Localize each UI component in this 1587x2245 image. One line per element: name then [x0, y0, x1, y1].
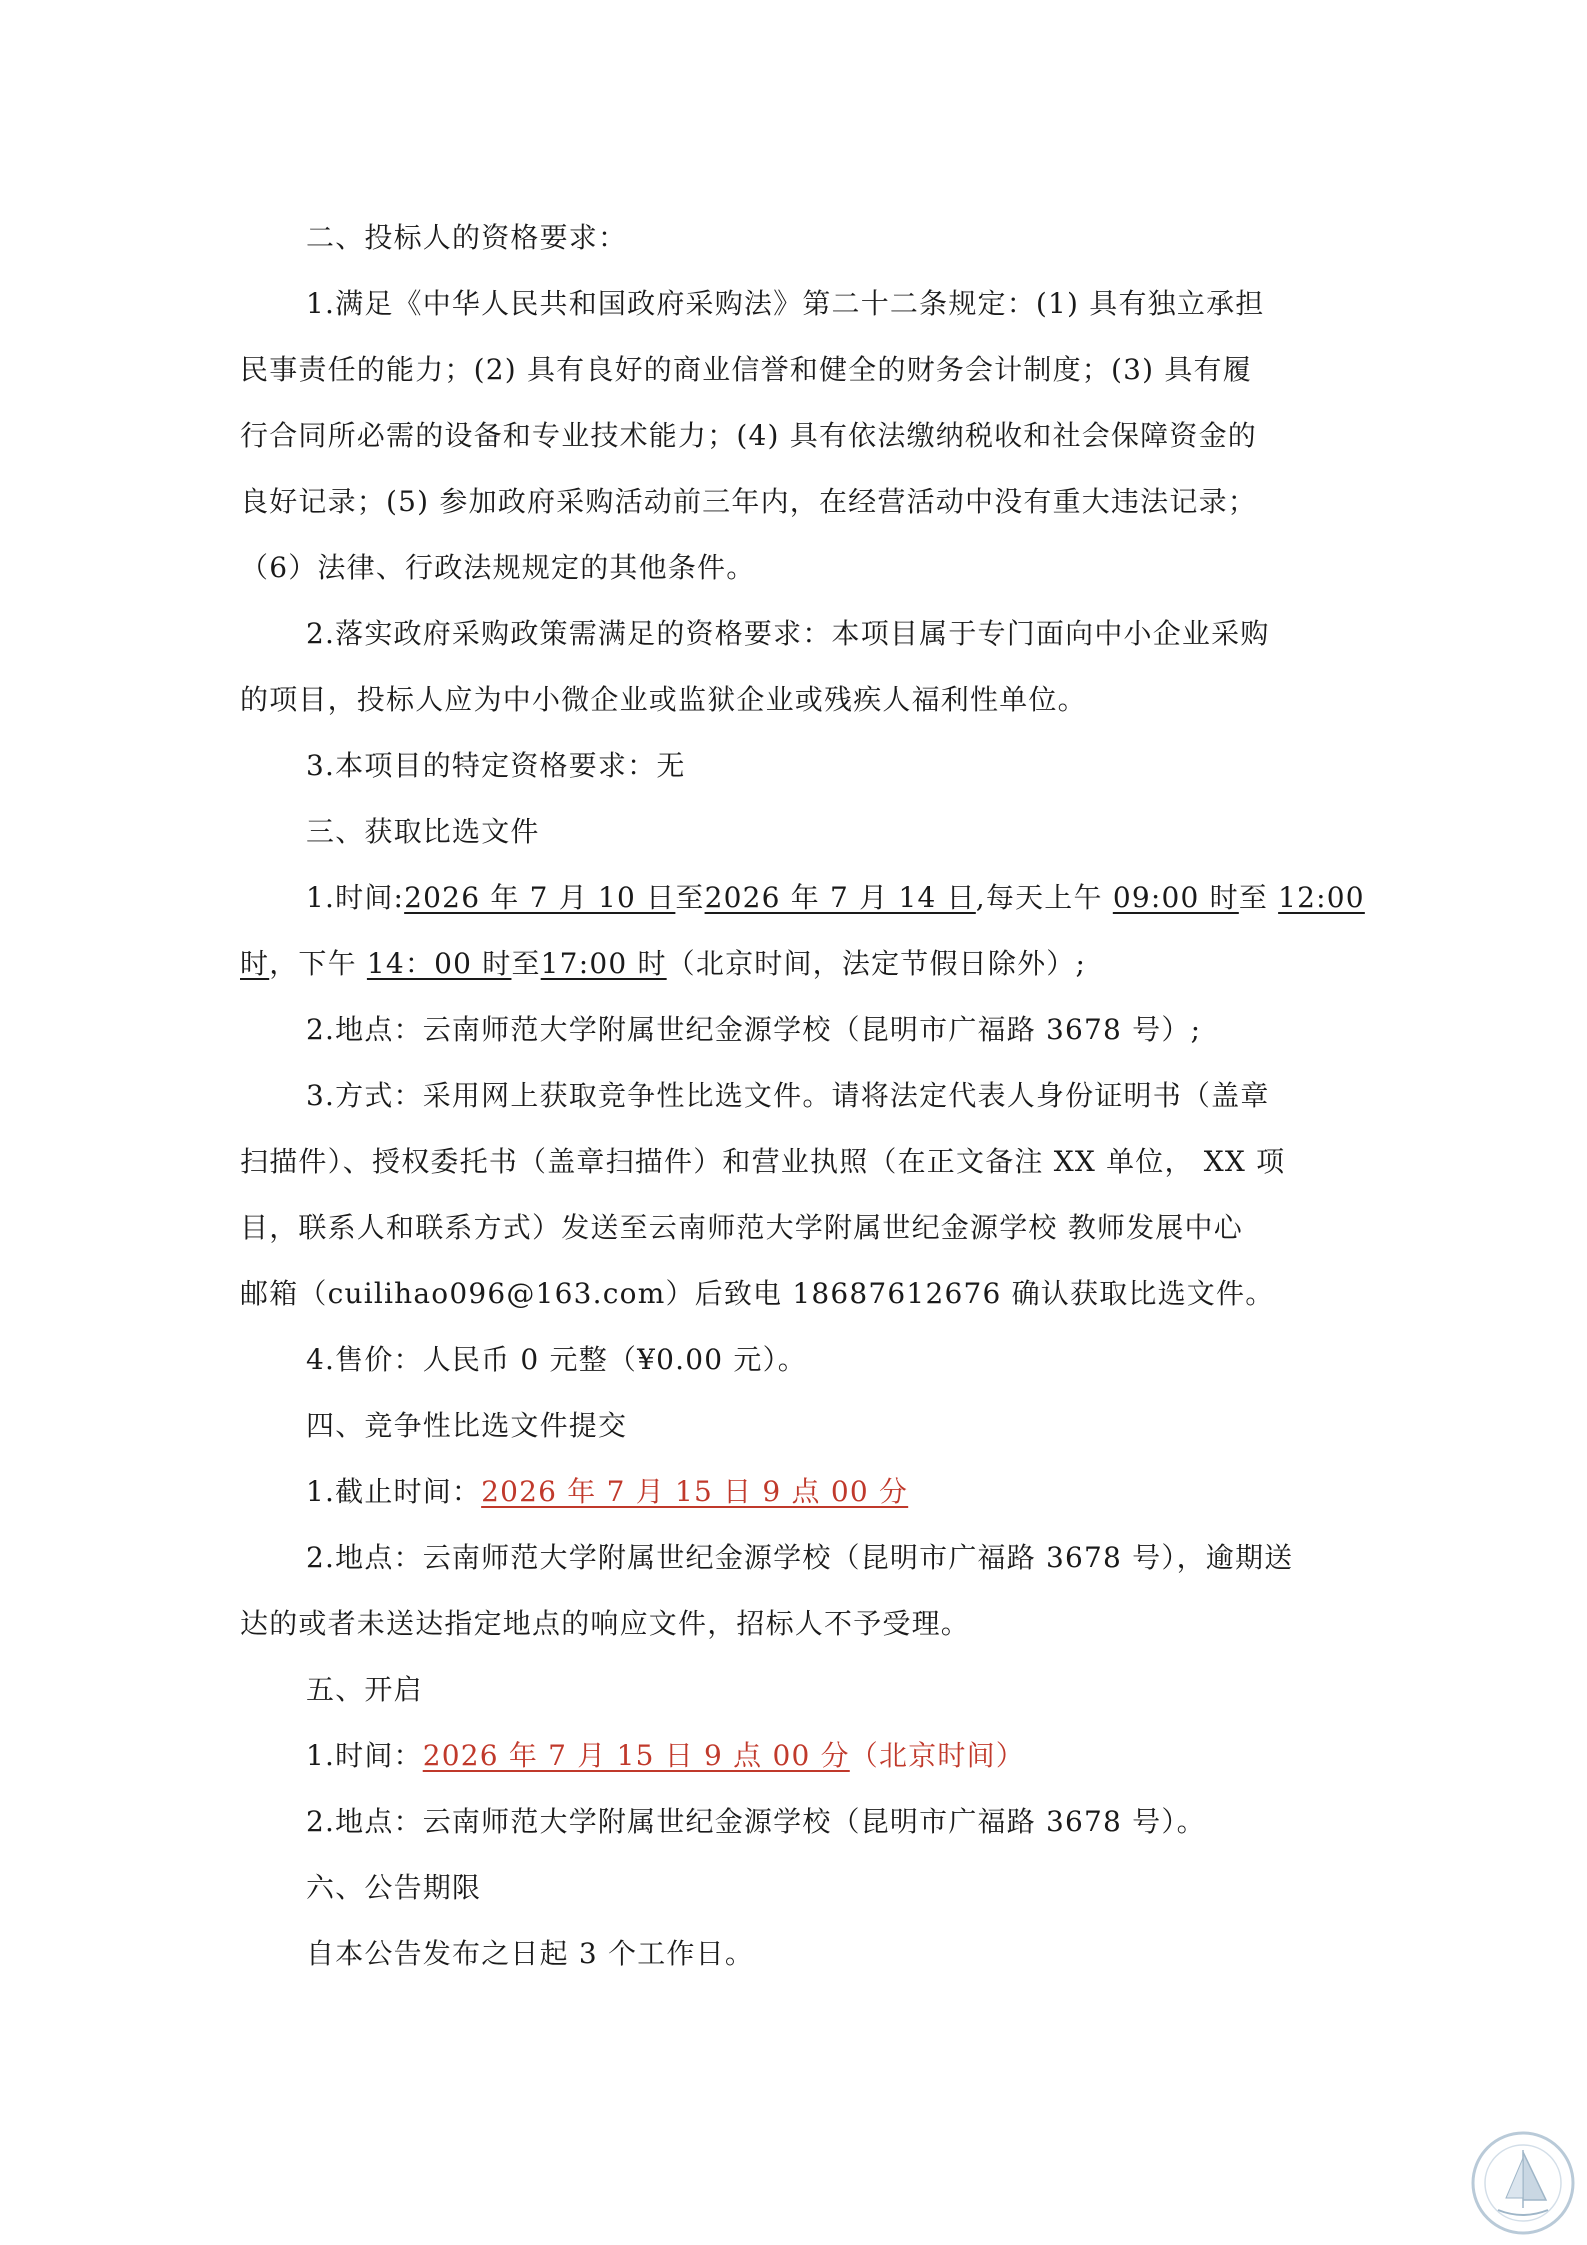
- paragraph-line: 行合同所必需的设备和专业技术能力；(4) 具有依法缴纳税收和社会保障资金的: [240, 419, 1257, 452]
- paragraph-line: 3.方式：采用网上获取竞争性比选文件。请将法定代表人身份证明书（盖章: [306, 1079, 1270, 1112]
- school-seal-icon: [1468, 2128, 1578, 2238]
- acquire-time-line-2: 时，下午 14：00 时至17:00 时（北京时间，法定节假日除外）;: [240, 947, 1087, 980]
- paragraph-line: 扫描件）、授权委托书（盖章扫描件）和营业执照（在正文备注 XX 单位， XX 项: [240, 1145, 1286, 1178]
- date-end: 2026 年 7 月 14 日: [704, 881, 976, 914]
- paragraph-line: 的项目，投标人应为中小微企业或监狱企业或残疾人福利性单位。: [240, 683, 1087, 716]
- section-heading: 五、开启: [306, 1673, 423, 1706]
- paragraph-line: 1.满足《中华人民共和国政府采购法》第二十二条规定：(1) 具有独立承担: [306, 287, 1265, 320]
- paragraph-line: 2.地点：云南师范大学附属世纪金源学校（昆明市广福路 3678 号），逾期送: [306, 1541, 1294, 1574]
- document-page: [240, 205, 1365, 1987]
- paragraph-line: 2.落实政府采购政策需满足的资格要求：本项目属于专门面向中小企业采购: [306, 617, 1270, 650]
- paragraph-line: 4.售价：人民币 0 元整（¥0.00 元）。: [306, 1343, 807, 1376]
- open-time-line: 1.时间：2026 年 7 月 15 日 9 点 00 分（北京时间）: [306, 1739, 1025, 1772]
- paragraph-line: 民事责任的能力；(2) 具有良好的商业信誉和健全的财务会计制度；(3) 具有履: [240, 353, 1252, 386]
- deadline-value: 2026 年 7 月 15 日 9 点 00 分: [481, 1475, 909, 1508]
- paragraph-line: 2.地点：云南师范大学附属世纪金源学校（昆明市广福路 3678 号）;: [306, 1013, 1202, 1046]
- time-am-start: 09:00 时: [1112, 881, 1239, 914]
- paragraph-line: 邮箱（cuilihao096@163.com）后致电 18687612676 确认获取比选文件。: [240, 1277, 1275, 1310]
- time-am-end: 12:00: [1278, 881, 1365, 914]
- section-heading: 三、获取比选文件: [306, 815, 540, 848]
- paragraph-line: 3.本项目的特定资格要求：无: [306, 749, 686, 782]
- deadline-line: 1.截止时间：2026 年 7 月 15 日 9 点 00 分: [306, 1475, 909, 1508]
- paragraph-line: 2.地点：云南师范大学附属世纪金源学校（昆明市广福路 3678 号）。: [306, 1805, 1206, 1838]
- date-start: 2026 年 7 月 10 日: [404, 881, 676, 914]
- paragraph-line: 自本公告发布之日起 3 个工作日。: [306, 1937, 755, 1970]
- paragraph-line: （6）法律、行政法规规定的其他条件。: [240, 551, 756, 584]
- paragraph-line: 良好记录；(5) 参加政府采购活动前三年内，在经营活动中没有重大违法记录；: [240, 485, 1257, 518]
- section-heading: 四、竞争性比选文件提交: [306, 1409, 628, 1442]
- paragraph-line: 达的或者未送达指定地点的响应文件，招标人不予受理。: [240, 1607, 971, 1640]
- acquire-time-line: 1.时间:2026 年 7 月 10 日至2026 年 7 月 14 日,每天上午 09:00 时至 12:00: [306, 881, 1365, 914]
- open-time-value: 2026 年 7 月 15 日 9 点 00 分: [422, 1739, 850, 1772]
- section-heading: 六、公告期限: [306, 1871, 482, 1904]
- time-pm-start: 14：00 时: [366, 947, 512, 980]
- open-time-note: （北京时间）: [849, 1739, 1025, 1772]
- paragraph-line: 目，联系人和联系方式）发送至云南师范大学附属世纪金源学校 教师发展中心: [240, 1211, 1243, 1244]
- time-pm-end: 17:00 时: [540, 947, 667, 980]
- section-heading: 二、投标人的资格要求：: [306, 221, 628, 254]
